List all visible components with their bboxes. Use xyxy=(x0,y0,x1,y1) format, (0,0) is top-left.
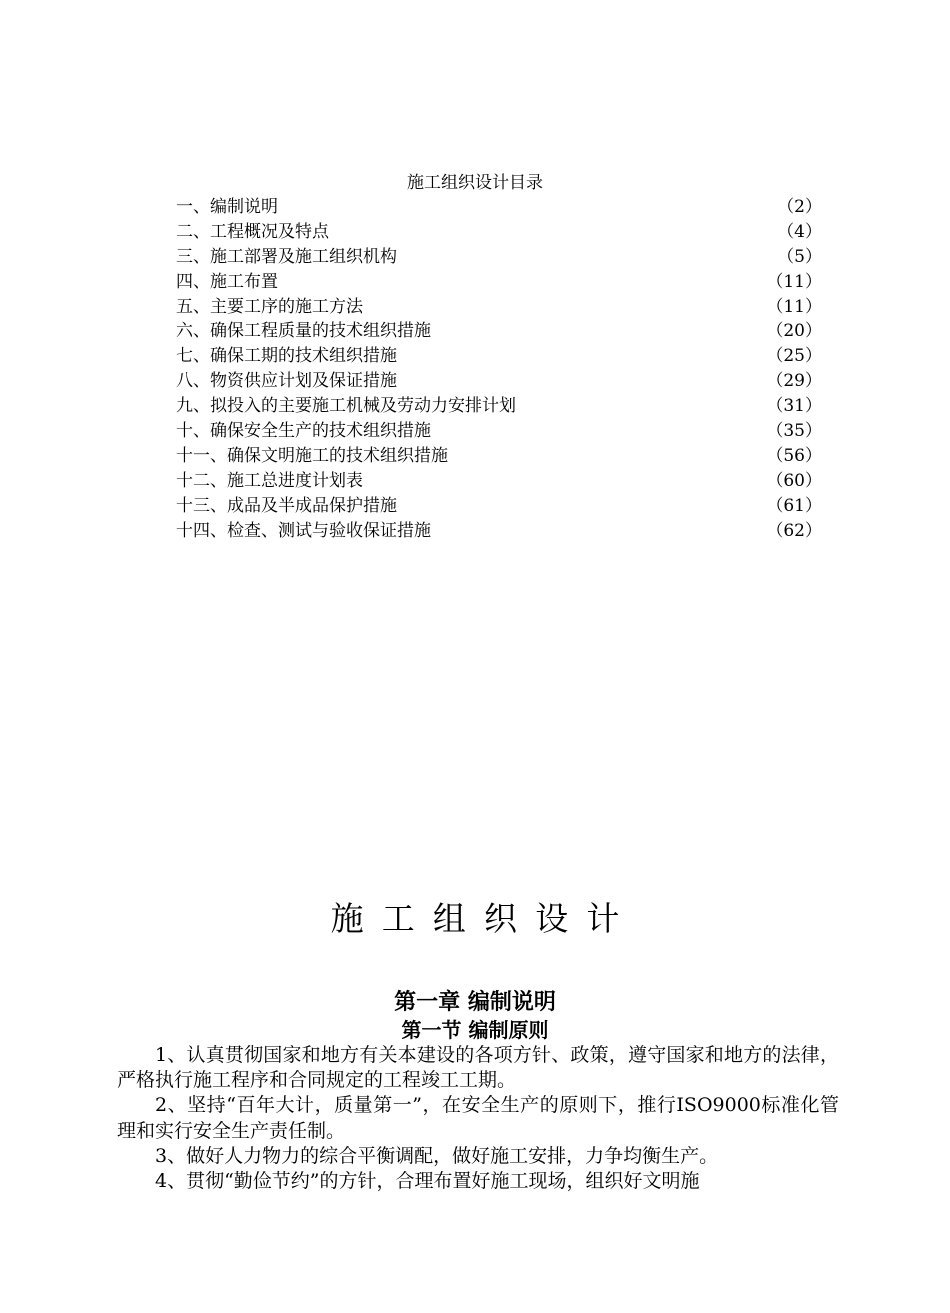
toc-item xyxy=(176,419,822,444)
toc-item-label: 八、物资供应计划及保证措施 xyxy=(176,371,397,392)
toc-item xyxy=(176,369,822,394)
toc-item xyxy=(176,494,822,519)
toc-item xyxy=(176,394,822,419)
toc-item-page: （2） xyxy=(777,197,822,217)
toc-item xyxy=(176,519,822,544)
toc-item-page: （35） xyxy=(766,421,822,442)
toc-item-page: （61） xyxy=(766,495,822,516)
toc-item-page: （62） xyxy=(766,520,822,541)
toc-item xyxy=(176,344,822,369)
toc-item-page: （11） xyxy=(766,296,822,317)
document-main-title: 施工组织设计 xyxy=(330,899,638,938)
toc-item-label: 二、工程概况及特点 xyxy=(176,221,329,242)
toc-item-page: （56） xyxy=(766,445,822,466)
toc-item-label: 四、施工布置 xyxy=(176,271,278,292)
toc-item-page: （60） xyxy=(766,470,822,491)
toc-item xyxy=(176,444,822,469)
toc-item-page: （29） xyxy=(766,371,822,392)
body-paragraph: 3、做好人力物力的综合平衡调配，做好施工安排，力争均衡生产。 xyxy=(155,1144,719,1167)
toc-item-page: （20） xyxy=(766,321,822,342)
toc-item-label: 一、编制说明 xyxy=(176,197,278,217)
body-paragraph: 1、认真贯彻国家和地方有关本建设的各项方针、政策，遵守国家和地方的法律，严格执行施工程序和合同规定的工程竣工工期。 xyxy=(117,1044,839,1092)
toc-item-label: 七、确保工期的技术组织措施 xyxy=(176,346,397,367)
toc-item-label: 十四、检查、测试与验收保证措施 xyxy=(176,520,431,541)
toc-item-label: 十三、成品及半成品保护措施 xyxy=(176,495,397,516)
toc-item-label: 十、确保安全生产的技术组织措施 xyxy=(176,421,431,442)
toc-item xyxy=(176,469,822,494)
toc-item-label: 五、主要工序的施工方法 xyxy=(176,296,363,317)
toc-title: 施工组织设计目录 xyxy=(407,173,543,193)
toc-item xyxy=(176,195,822,220)
toc-item-label: 十二、施工总进度计划表 xyxy=(176,470,363,491)
body-paragraph: 4、贯彻“勤俭节约”的方针，合理布置好施工现场，组织好文明施 xyxy=(155,1170,700,1193)
toc-item-page: （25） xyxy=(766,346,822,367)
chapter-title: 第一章 编制说明 xyxy=(394,990,556,1015)
body-text xyxy=(117,1043,839,1194)
toc-item xyxy=(176,295,822,320)
body-paragraph: 2、坚持“百年大计，质量第一”，在安全生产的原则下，推行ISO9000标准化管理和实行安全生产责任制。 xyxy=(117,1094,839,1142)
toc-item xyxy=(176,245,822,270)
toc-item-page: （4） xyxy=(777,221,822,242)
toc-item xyxy=(176,270,822,295)
section-title: 第一节 编制原则 xyxy=(401,1018,549,1042)
toc-item xyxy=(176,319,822,344)
toc-item-page: （11） xyxy=(766,271,822,292)
toc-item-page: （5） xyxy=(777,246,822,267)
toc-item xyxy=(176,220,822,245)
toc-item-label: 六、确保工程质量的技术组织措施 xyxy=(176,321,431,342)
toc-item-label: 三、施工部署及施工组织机构 xyxy=(176,246,397,267)
toc-list xyxy=(176,195,822,543)
toc-item-page: （31） xyxy=(766,396,822,417)
toc-item-label: 十一、确保文明施工的技术组织措施 xyxy=(176,445,448,466)
toc-item-label: 九、拟投入的主要施工机械及劳动力安排计划 xyxy=(176,396,516,417)
